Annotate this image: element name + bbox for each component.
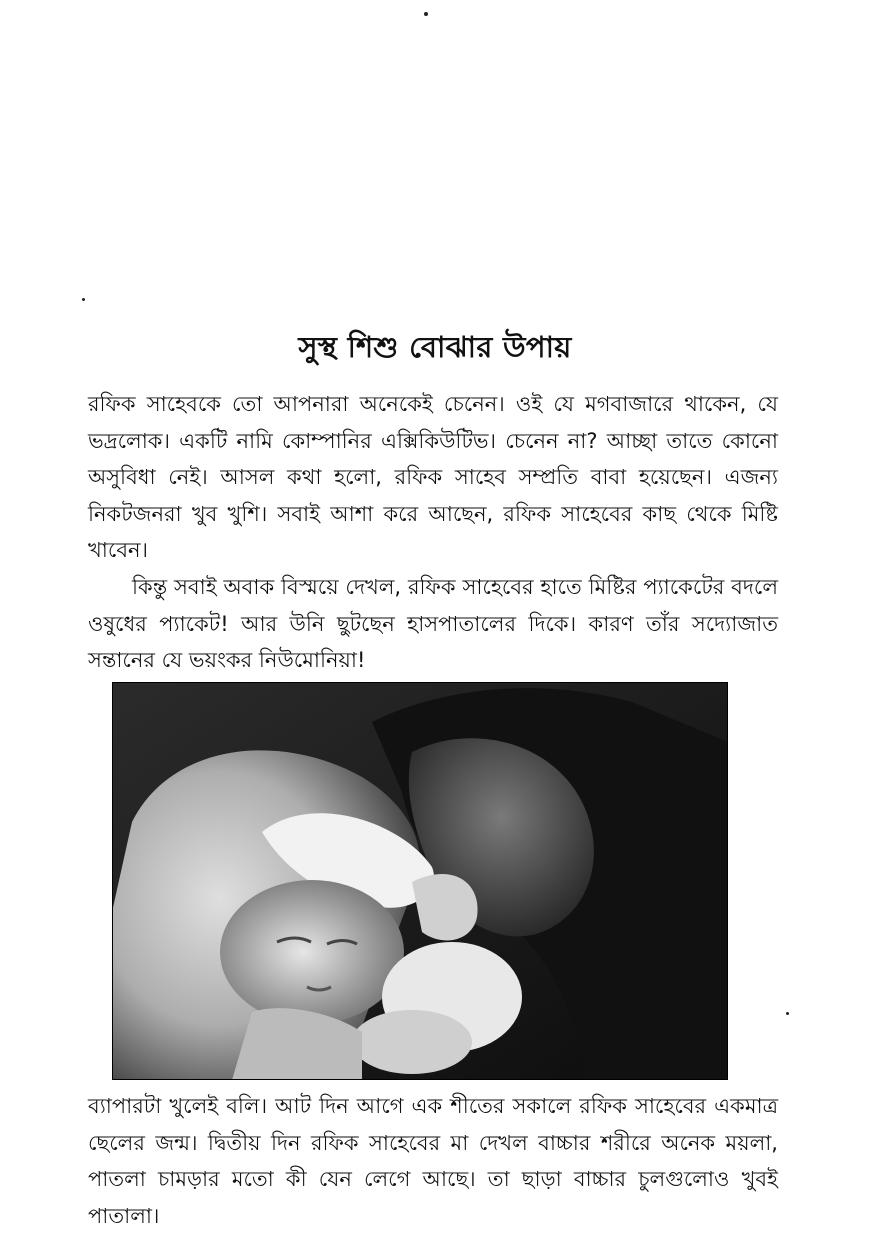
print-speck [82,298,85,301]
article-title: সুস্থ শিশু বোঝার উপায় [298,330,572,364]
paragraph-surprise: কিন্তু সবাই অবাক বিস্ময়ে দেখল, রফিক সাহেবের হাতে মিষ্টির প্যাকেটের বদলে ওষুধের প্যাকেট! আর উনি ছুটছেন হাসপাতালের দিকে। কারণ তাঁর সদ্যোজাত সন্তানের যে ভয়ংকর নিউমোনিয়া! [88,575,778,672]
paragraph-explanation: ব্যাপারটা খুলেই বলি। আট দিন আগে এক শীতের সকালে রফিক সাহেবের একমাত্র ছেলের জন্ম। দ্বিতীয় দিন রফিক সাহেবের মা দেখল বাচ্চার শরীরে অনেক ময়লা, পাতলা চামড়ার মতো কী যেন লেগে আছে। তা ছাড়া বাচ্চার চুলগুলোও খুবই পাতালা। [88,1094,778,1228]
father-and-newborn-photo [112,682,728,1080]
paragraph-intro: রফিক সাহেবকে তো আপনারা অনেকেই চেনেন। ওই যে মগবাজারে থাকেন, যে ভদ্রলোক। একটি নামি কোম্পানির এক্সিকিউটিভ। চেনেন না? আচ্ছা তাতে কোনো অসুবিধা নেই। আসল কথা হলো, রফিক সাহেব সম্প্রতি বাবা হয়েছেন। এজন্য নিকটজনরা খুব খুশি। সবাই আশা করে আছেন, রফিক সাহেবের কাছ থেকে মিষ্টি খাবেন। [88,392,778,562]
print-speck [424,12,428,16]
print-speck [786,1012,789,1015]
